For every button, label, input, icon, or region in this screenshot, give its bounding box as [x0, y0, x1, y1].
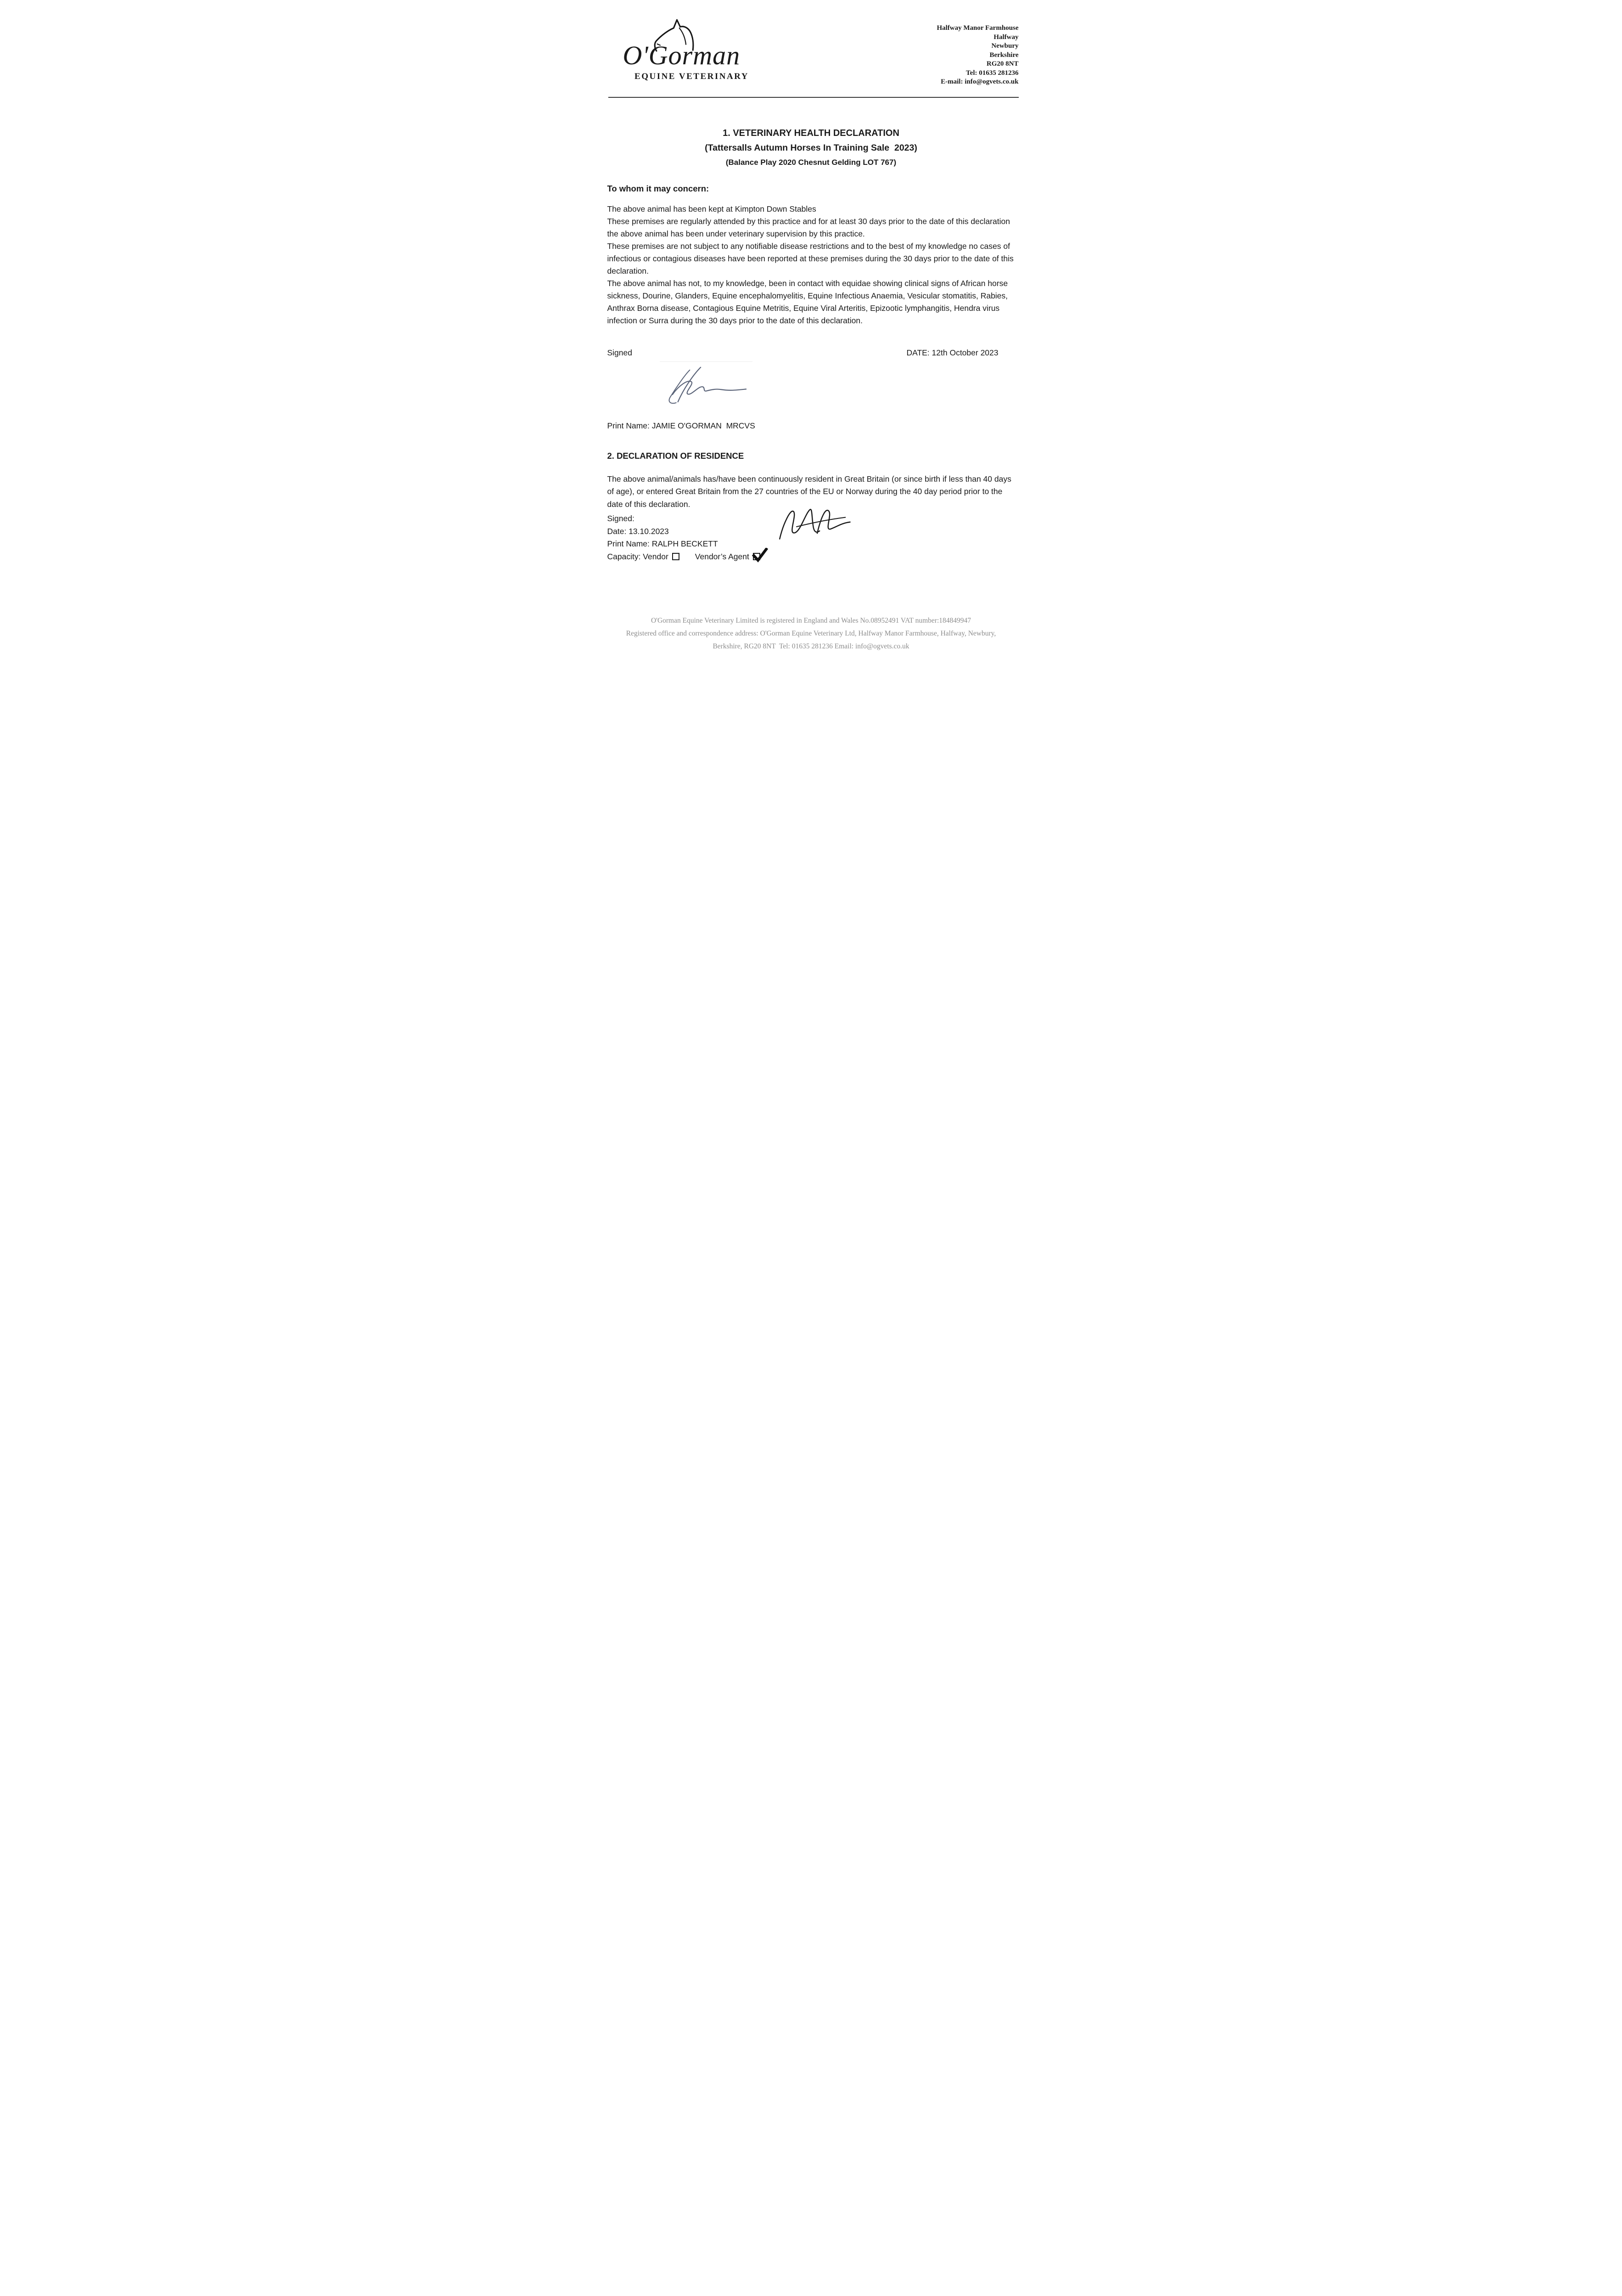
print-name-vet: Print Name: JAMIE O'GORMAN MRCVS [607, 421, 755, 430]
declaration-line: The above animal has not, to my knowledge, been in contact with equidae showing clinical signs of African horse sickness, Dourine, Glanders, Equine encephalomyelitis, Equine Infectious Anaemia, Vesicular stomatitis, Rabies, Anthrax Borna disease, Contagious Equine Metritis, Equine Viral Arteritis, Epizootic lymphangitis, Hendra virus infection or Surra during the 30 days prior to the date of this declaration. [607, 278, 1010, 325]
agent-label: Vendor’s Agent [695, 551, 749, 561]
checkmark-icon [752, 548, 768, 563]
practice-logo [623, 21, 775, 82]
salutation: To whom it may concern: [607, 183, 709, 193]
address-line: RG20 8NT [986, 60, 1019, 68]
declaration-line: The above animal has been kept at Kimpton Down Stables [607, 204, 816, 214]
address-line: Berkshire [989, 51, 1019, 59]
document-title: 1. VETERINARY HEALTH DECLARATION [723, 128, 899, 138]
document-title-block [559, 128, 1064, 167]
declaration-line: These premises are not subject to any notifiable disease restrictions and to the best of my knowledge no cases of infectious or contagious diseases have been reported at these premises during the 30 days prior to the date of this declaration. [607, 241, 1016, 276]
signed-label-2: Signed: [607, 514, 634, 523]
date-value: DATE: 12th October 2023 [906, 348, 999, 357]
footer-line: Registered office and correspondence address: O'Gorman Equine Veterinary Ltd, Halfway Manor Farmhouse, Halfway, Newbury, [626, 630, 996, 637]
declaration-line: These premises are regularly attended by this practice and for at least 30 days prior to the date of this declaration the above animal has been under veterinary supervision by this practice. [607, 216, 1012, 238]
letterhead [559, 0, 1064, 87]
practice-address-block [937, 21, 1018, 87]
capacity-line [607, 551, 1015, 563]
registration-footer [559, 614, 1064, 653]
capacity-label: Capacity: Vendor [607, 551, 668, 561]
header-divider [608, 97, 1019, 98]
residence-signature-block [607, 512, 1015, 563]
vendor-checkbox [672, 553, 679, 560]
residence-paragraph: The above animal/animals has/have been continuously resident in Great Britain (or since birth if less than 40 days of age), or entered Great Britain from the 27 countries of the EU or Norway during the 40 day period prior to the date of this declaration. [607, 474, 1014, 509]
document-subtitle-sale: (Tattersalls Autumn Horses In Training Sale 2023) [705, 142, 917, 153]
address-line: Newbury [991, 42, 1019, 50]
jamie-ogorman-signature [660, 361, 752, 405]
signed-label: Signed [607, 348, 632, 357]
address-line: Halfway [993, 33, 1019, 41]
document-subtitle-horse: (Balance Play 2020 Chesnut Gelding LOT 767) [725, 158, 897, 167]
footer-line: O'Gorman Equine Veterinary Limited is registered in England and Wales No.08952491 VAT number:184849947 [651, 617, 971, 625]
vendors-agent-checkbox [753, 553, 760, 560]
address-phone: Tel: 01635 281236 [966, 69, 1019, 77]
horse-head-icon [652, 17, 697, 58]
logo-name: O'Gorman [623, 40, 741, 70]
address-email: E-mail: info@ogvets.co.uk [941, 78, 1019, 85]
print-name-vendor-agent: Print Name: RALPH BECKETT [607, 539, 718, 548]
declaration-text [607, 203, 1015, 327]
logo-subtitle: EQUINE VETERINARY [634, 72, 749, 81]
document-page [559, 0, 1064, 715]
ralph-beckett-signature [772, 504, 862, 546]
date-line-2: Date: 13.10.2023 [607, 526, 669, 536]
document-body [559, 184, 1064, 563]
address-line: Halfway Manor Farmhouse [937, 24, 1019, 32]
footer-line: Berkshire, RG20 8NT Tel: 01635 281236 Email: info@ogvets.co.uk [713, 642, 909, 650]
signed-date-row [607, 348, 1015, 358]
section2-heading: 2. DECLARATION OF RESIDENCE [607, 450, 744, 461]
